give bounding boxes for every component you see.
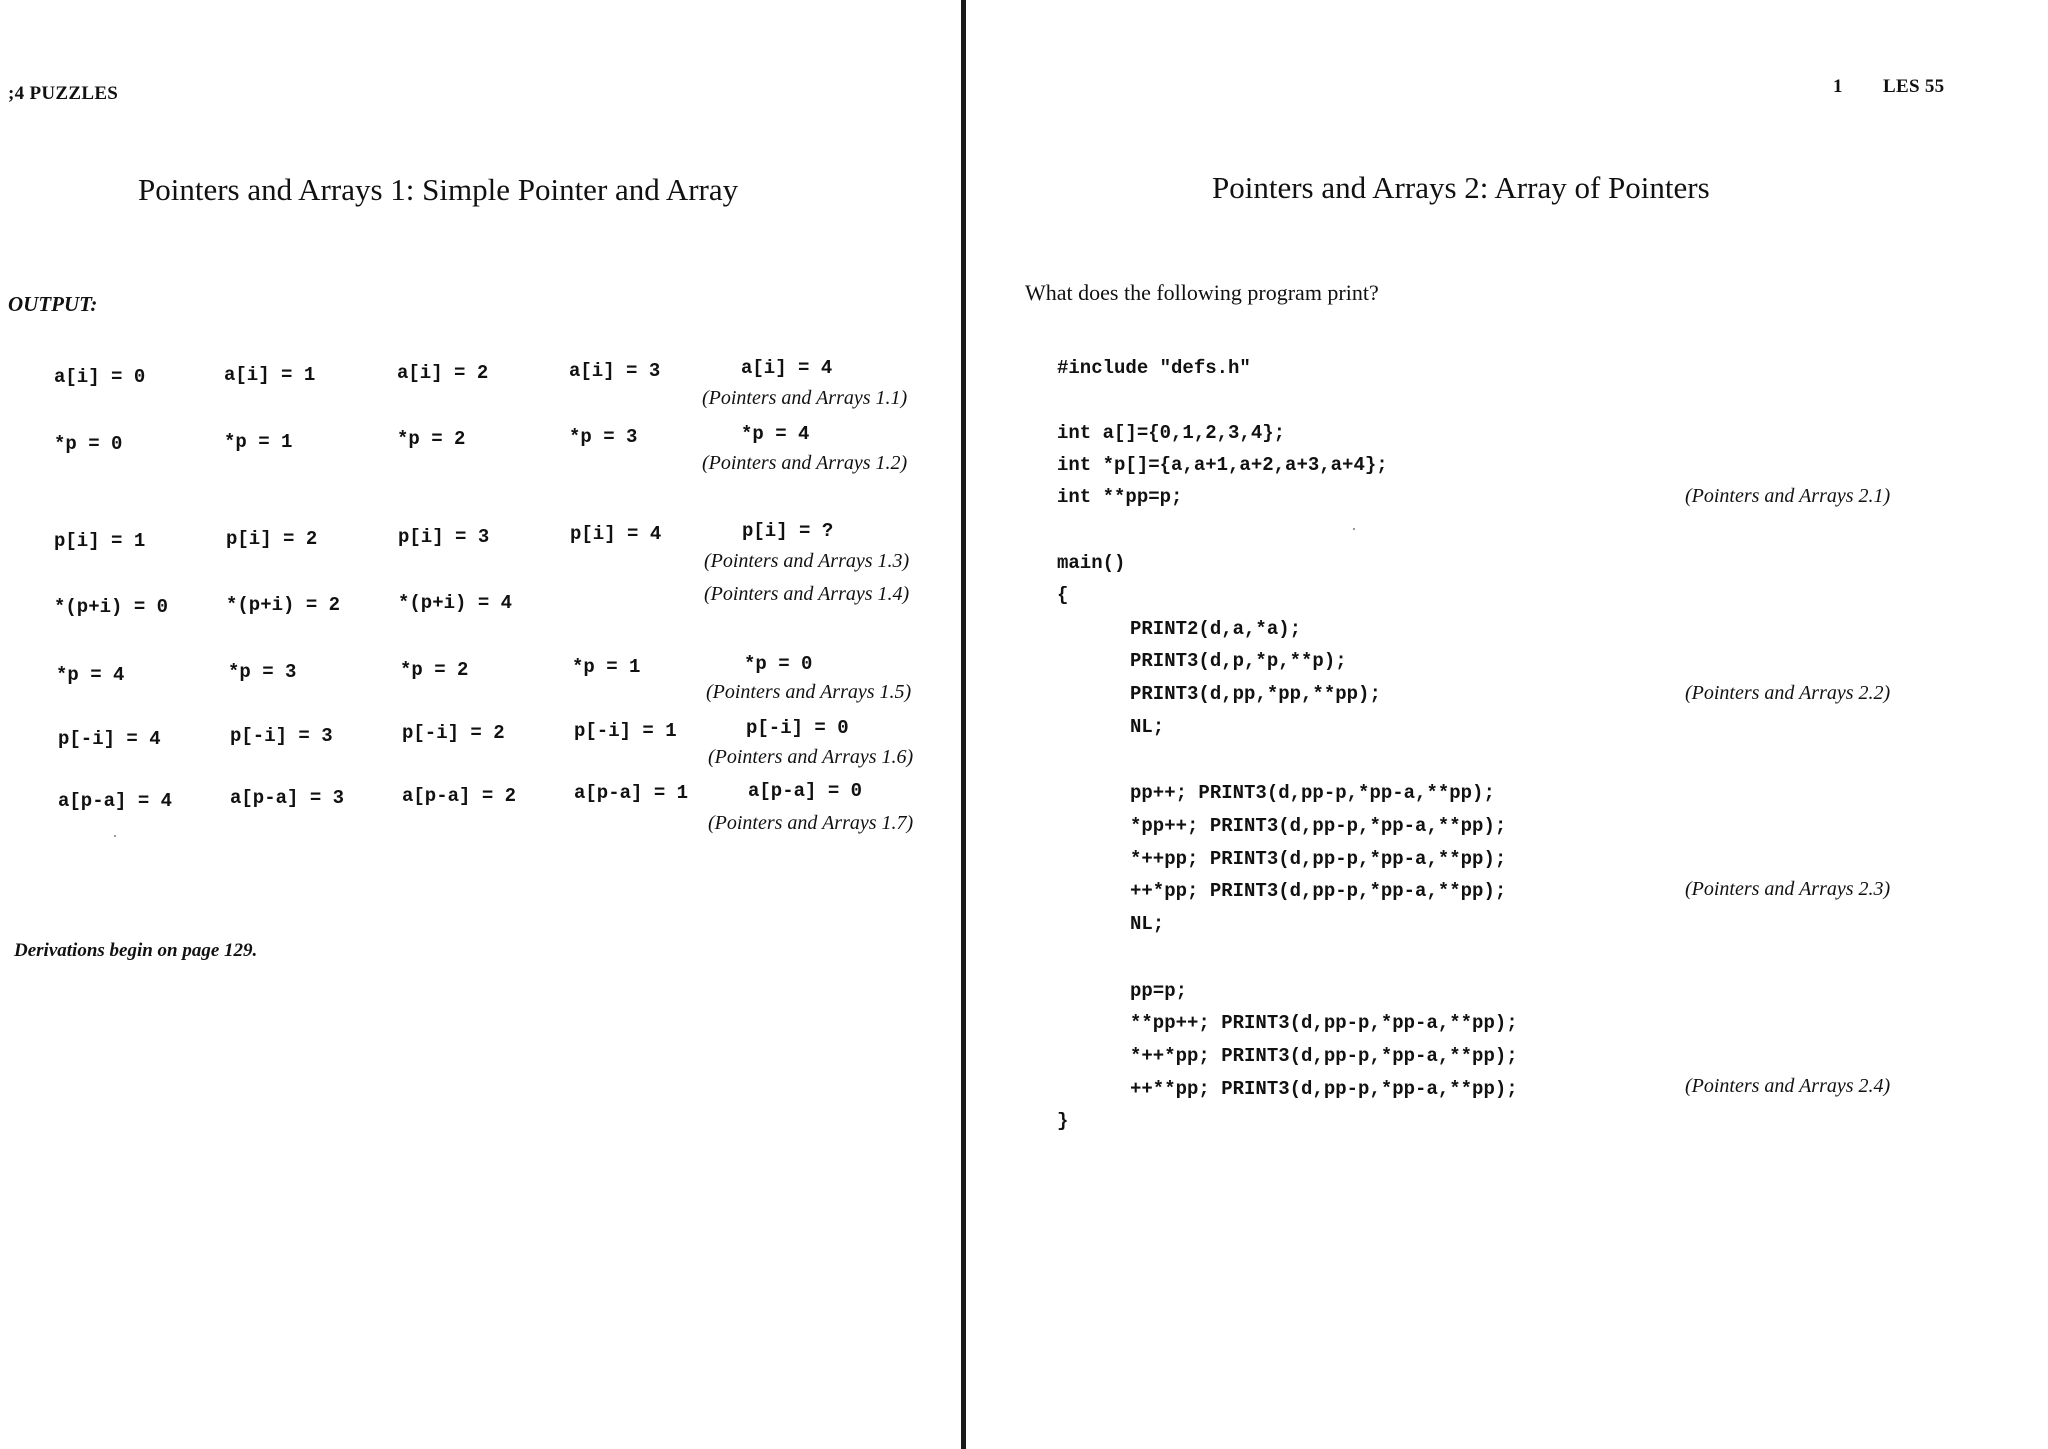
code-line: int **pp=p;	[1057, 486, 1183, 508]
code-line: int a[]={0,1,2,3,4};	[1057, 422, 1286, 444]
output-cell: *p = 0	[54, 433, 123, 455]
output-cell: p[i] = 3	[398, 526, 490, 548]
code-line: PRINT2(d,a,*a);	[1130, 618, 1302, 640]
output-cell: a[i] = 2	[397, 362, 489, 384]
left-running-head: ;4 PUZZLES	[8, 83, 119, 104]
derivations-note: Derivations begin on page 129.	[14, 940, 258, 961]
code-line: PRINT3(d,p,*p,**p);	[1130, 650, 1347, 672]
output-cell: p[-i] = 3	[230, 725, 333, 747]
output-cell: a[p-a] = 0	[748, 780, 863, 802]
output-cell: *p = 0	[744, 653, 813, 675]
code-line: pp++; PRINT3(d,pp-p,*pp-a,**pp);	[1130, 782, 1495, 804]
output-cell: *p = 4	[56, 664, 125, 686]
code-line: pp=p;	[1130, 980, 1188, 1002]
right-page-title: Pointers and Arrays 2: Array of Pointers	[1212, 170, 1710, 205]
book-spine	[961, 0, 966, 1449]
output-cell: *(p+i) = 2	[226, 594, 341, 616]
code-line: *++pp; PRINT3(d,pp-p,*pp-a,**pp);	[1130, 848, 1507, 870]
output-cell: a[p-a] = 2	[402, 785, 517, 807]
output-cell: a[p-a] = 1	[574, 782, 689, 804]
output-cell: *(p+i) = 4	[398, 592, 513, 614]
code-ref: (Pointers and Arrays 2.4)	[1685, 1075, 1891, 1097]
code-line: main()	[1057, 552, 1126, 574]
code-line: ++*pp; PRINT3(d,pp-p,*pp-a,**pp);	[1130, 880, 1507, 902]
output-label: OUTPUT:	[8, 292, 98, 316]
left-page-title: Pointers and Arrays 1: Simple Pointer and Array	[138, 172, 739, 207]
left-page	[0, 0, 960, 1449]
output-cell: p[i] = 1	[54, 530, 146, 552]
output-cell: p[i] = 2	[226, 528, 318, 550]
output-ref: (Pointers and Arrays 1.6)	[708, 746, 914, 768]
code-line: *pp++; PRINT3(d,pp-p,*pp-a,**pp);	[1130, 815, 1507, 837]
code-line: NL;	[1130, 913, 1165, 935]
right-running-head-marker: 1	[1833, 76, 1843, 97]
code-ref: (Pointers and Arrays 2.2)	[1685, 682, 1891, 704]
output-cell: p[-i] = 4	[58, 728, 161, 750]
dust-speck	[1353, 528, 1355, 530]
output-cell: p[-i] = 2	[402, 722, 505, 744]
code-line: }	[1057, 1110, 1069, 1132]
output-cell: *p = 1	[224, 431, 293, 453]
output-cell: a[i] = 4	[741, 357, 833, 379]
code-line: ++**pp; PRINT3(d,pp-p,*pp-a,**pp);	[1130, 1078, 1518, 1100]
output-ref: (Pointers and Arrays 1.4)	[704, 583, 910, 605]
code-line: {	[1057, 584, 1069, 606]
output-cell: a[i] = 3	[569, 360, 661, 382]
output-ref: (Pointers and Arrays 1.3)	[704, 550, 910, 572]
output-cell: *p = 3	[228, 661, 297, 683]
code-line: NL;	[1130, 716, 1165, 738]
output-cell: *p = 4	[741, 423, 810, 445]
dust-speck	[114, 835, 116, 837]
right-running-head: LES 55	[1883, 76, 1945, 97]
output-cell: *(p+i) = 0	[54, 596, 169, 618]
output-cell: *p = 2	[400, 659, 469, 681]
code-ref: (Pointers and Arrays 2.3)	[1685, 878, 1891, 900]
output-cell: *p = 3	[569, 426, 638, 448]
output-cell: a[p-a] = 4	[58, 790, 173, 812]
output-cell: *p = 1	[572, 656, 641, 678]
code-ref: (Pointers and Arrays 2.1)	[1685, 485, 1891, 507]
output-cell: a[i] = 1	[224, 364, 316, 386]
output-cell: p[-i] = 1	[574, 720, 677, 742]
output-cell: a[p-a] = 3	[230, 787, 345, 809]
code-line: **pp++; PRINT3(d,pp-p,*pp-a,**pp);	[1130, 1012, 1518, 1034]
question-text: What does the following program print?	[1025, 280, 1379, 305]
output-cell: a[i] = 0	[54, 366, 146, 388]
output-cell: p[-i] = 0	[746, 717, 849, 739]
code-line: int *p[]={a,a+1,a+2,a+3,a+4};	[1057, 454, 1388, 476]
code-line: #include "defs.h"	[1057, 357, 1251, 379]
output-ref: (Pointers and Arrays 1.7)	[708, 812, 914, 834]
output-cell: p[i] = ?	[742, 520, 834, 542]
right-page	[980, 0, 2048, 1449]
code-line: PRINT3(d,pp,*pp,**pp);	[1130, 683, 1381, 705]
output-ref: (Pointers and Arrays 1.5)	[706, 681, 912, 703]
output-ref: (Pointers and Arrays 1.1)	[702, 387, 908, 409]
code-line: *++*pp; PRINT3(d,pp-p,*pp-a,**pp);	[1130, 1045, 1518, 1067]
output-cell: p[i] = 4	[570, 523, 662, 545]
output-cell: *p = 2	[397, 428, 466, 450]
output-ref: (Pointers and Arrays 1.2)	[702, 452, 908, 474]
